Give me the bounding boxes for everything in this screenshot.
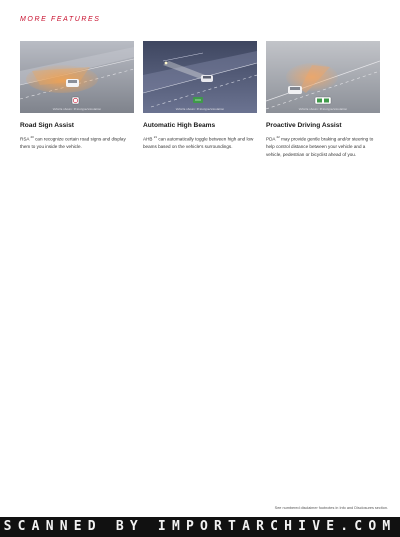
feature-description: PDA $^{22}$ may provide gentle braking and/or steering to help control distance between your vehicle and a vehicle, pedestrian or bicyclist ahead of you. — [266, 135, 374, 157]
illustration-caption: Vehicle shown: Prototype/simulation — [298, 108, 348, 111]
disclaimer-note: See numbered disclaimer footnotes in Info and Disclosures section. — [274, 506, 388, 510]
feature-road-sign-assist — [20, 41, 134, 151]
illustration-caption: Vehicle shown: Prototype/simulation — [175, 108, 225, 111]
feature-proactive-driving-assist — [266, 41, 380, 158]
footnote-marker: 21 — [153, 135, 158, 139]
footnote-marker: 20 — [30, 135, 34, 139]
scanned-by-footer: SCANNED BY IMPORTARCHIVE.COM — [0, 517, 400, 537]
automatic-high-beams-illustration — [143, 41, 257, 113]
feature-title: Proactive Driving Assist — [266, 122, 342, 129]
proactive-driving-assist-illustration — [266, 41, 380, 113]
footnote-marker: 22 — [276, 135, 280, 139]
section-title: MORE FEATURES — [20, 16, 101, 23]
illustration-caption: Vehicle shown: Prototype/simulation — [52, 108, 102, 111]
feature-title: Automatic High Beams — [143, 122, 216, 129]
feature-automatic-high-beams — [143, 41, 257, 151]
feature-title: Road Sign Assist — [20, 122, 74, 129]
feature-description: RSA $^{20}$ can recognize certain road signs and display them to you inside the vehicle. — [20, 135, 126, 150]
road-sign-assist-illustration — [20, 41, 134, 113]
feature-description: AHB $^{21}$ can automatically toggle between high and low beams based on the vehicle's surroundings. — [143, 135, 254, 150]
